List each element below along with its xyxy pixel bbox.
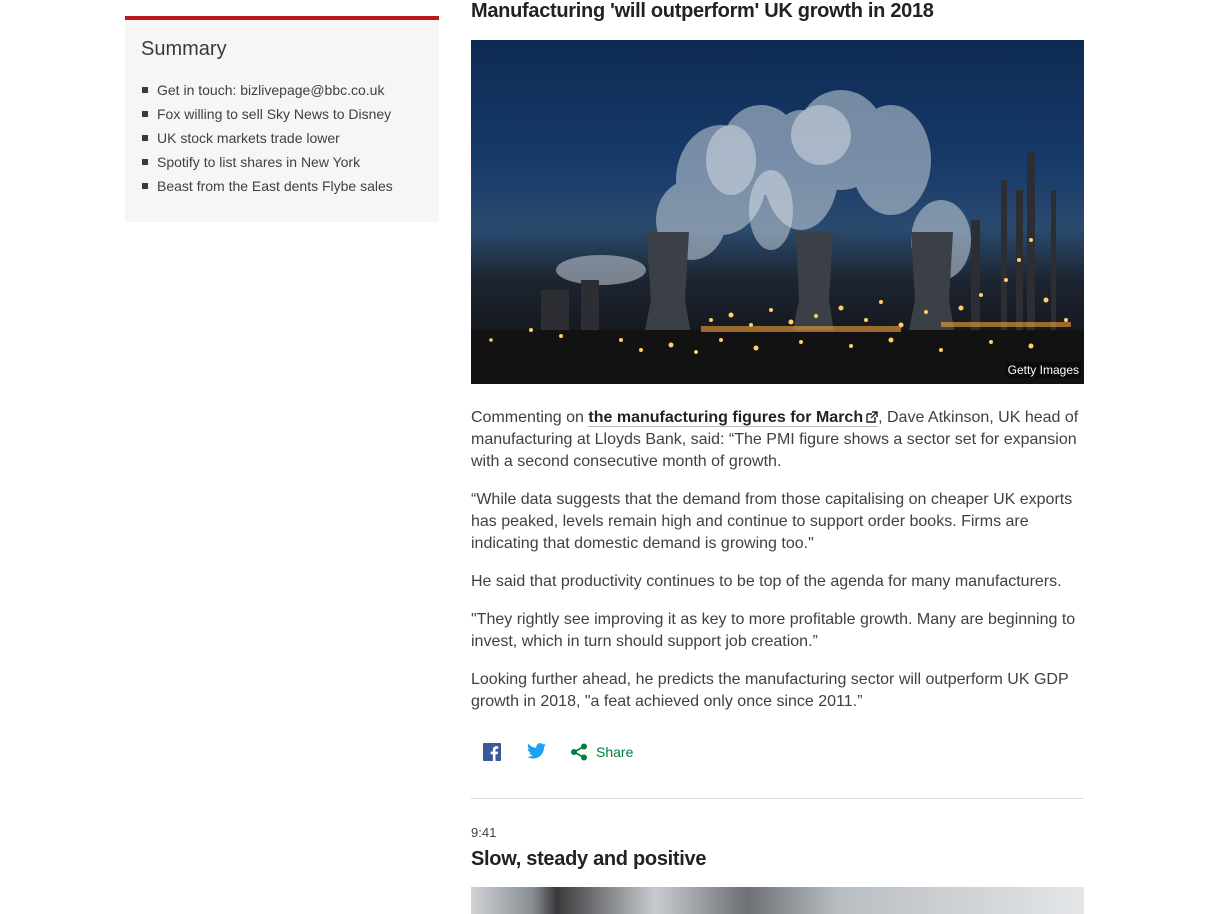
paragraph-text: Commenting on: [471, 409, 589, 426]
bullet-icon: [142, 159, 148, 165]
post-image: [471, 887, 1084, 914]
share-tools: [471, 740, 771, 766]
paragraph: He said that productivity continues to be top of the agenda for many manufacturers.: [471, 573, 1062, 590]
summary-item[interactable]: [141, 102, 393, 126]
summary-item-label[interactable]: UK stock markets trade lower: [157, 130, 340, 146]
summary-item[interactable]: [141, 150, 393, 174]
paragraph: "They rightly see improving it as key to more profitable growth. Many are beginning to invest, which in turn should support job creation.”: [471, 611, 1076, 650]
link-label[interactable]: the manufacturing figures for March: [588, 409, 864, 426]
post-divider: [471, 798, 1084, 799]
paragraph: [471, 407, 1084, 473]
post-timestamp: 9:41: [471, 825, 497, 840]
post-headline: Slow, steady and positive: [471, 848, 707, 870]
bullet-icon: [142, 183, 148, 189]
manufacturing-figures-link[interactable]: [588, 409, 878, 427]
summary-panel: [125, 16, 439, 222]
summary-item[interactable]: [141, 126, 393, 150]
summary-item-label[interactable]: Fox willing to sell Sky News to Disney: [157, 106, 392, 122]
summary-item[interactable]: [141, 174, 393, 198]
share-label[interactable]: Share: [596, 744, 634, 760]
summary-item-label[interactable]: Get in touch: bizlivepage@bbc.co.uk: [157, 82, 385, 98]
bullet-icon: [142, 87, 148, 93]
external-link-icon: [866, 411, 878, 423]
summary-item-label[interactable]: Spotify to list shares in New York: [157, 154, 361, 170]
share-button[interactable]: [570, 743, 633, 761]
image-credit: Getty Images: [1007, 363, 1079, 377]
twitter-icon: [527, 743, 546, 759]
summary-item-label[interactable]: Beast from the East dents Flybe sales: [157, 178, 393, 194]
post-headline: Manufacturing 'will outperform' UK growth in 2018: [471, 0, 934, 22]
paragraph-text: , Dave Atkinson, UK head of manufacturing at Lloyds Bank, said: “The PMI figure shows a sector set for expansion with a second consecutive month of growth.: [471, 409, 1079, 470]
share-icon: [570, 743, 588, 761]
summary-title: Summary: [141, 38, 227, 60]
twitter-share-button[interactable]: [527, 743, 546, 759]
paragraph: Looking further ahead, he predicts the manufacturing sector will outperform UK GDP growth in 2018, "a feat achieved only once since 2011.”: [471, 671, 1069, 710]
post-image: [471, 40, 1084, 384]
summary-item[interactable]: [141, 78, 393, 102]
factory-night-image: [471, 40, 1084, 384]
facebook-share-button[interactable]: [483, 743, 501, 761]
post-body: [471, 407, 1084, 729]
paragraph: “While data suggests that the demand from those capitalising on cheaper UK exports has peaked, levels remain high and continue to support order books. Firms are indicating that domestic demand is growing too.": [471, 491, 1073, 552]
bullet-icon: [142, 111, 148, 117]
bullet-icon: [142, 135, 148, 141]
summary-list: [141, 78, 393, 198]
facebook-icon: [483, 743, 501, 761]
